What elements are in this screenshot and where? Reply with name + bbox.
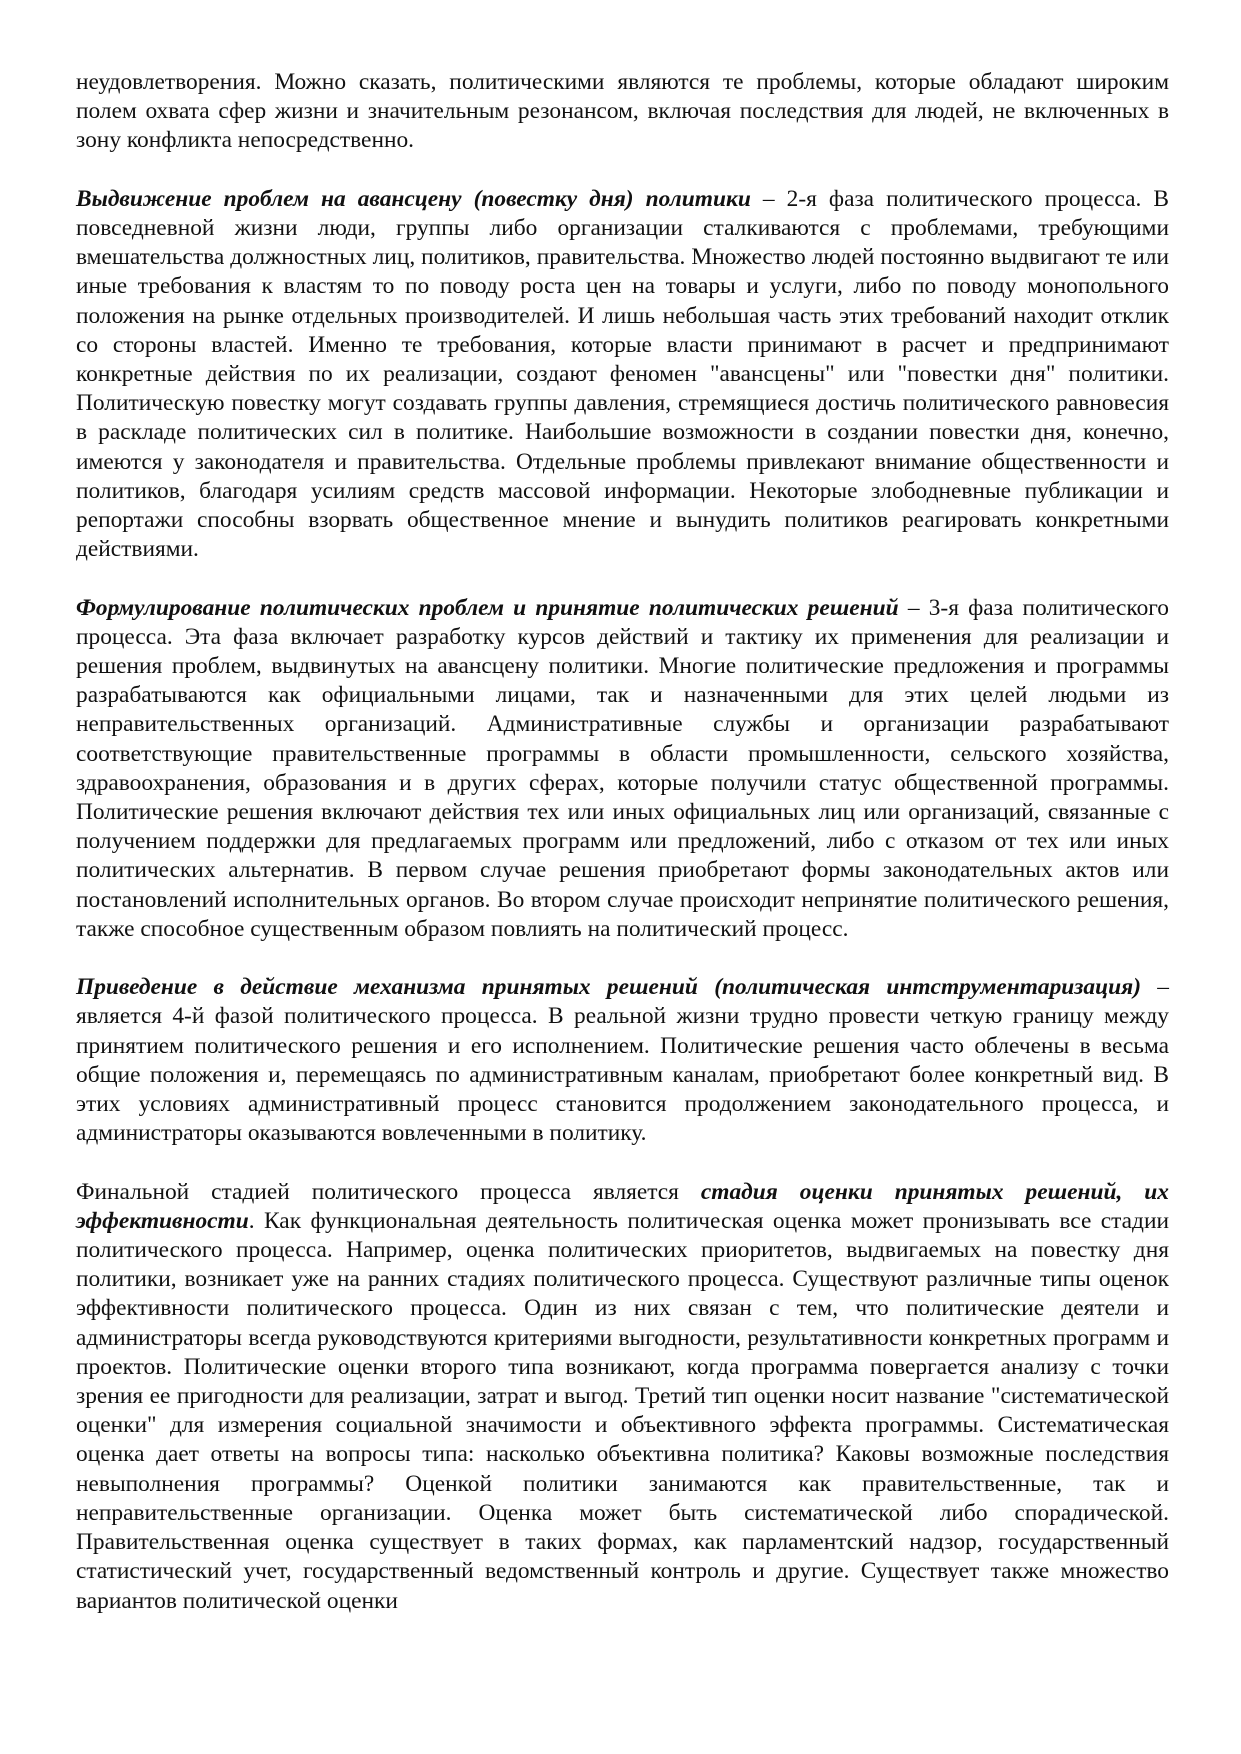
paragraph-phase-2 [76,185,1169,565]
paragraph-phase-4 [76,973,1169,1148]
paragraph-text: неудовлетворения. Можно сказать, политическими являются те проблемы, которые обладают широким полем охвата сфер жизни и значительным резонансом, включая последствия для людей, не включенных в зону конфликта непосредственно. [76,69,1169,154]
paragraph-term: Формулирование политических проблем и принятие политических решений [76,594,899,621]
paragraph-text: – 3-я фаза политического процесса. Эта фаза включает разработку курсов действий и тактику их применения для реализации и решения проблем, выдвинутых на авансцену политики. Многие политические предложения и программы разрабатываются как официальными лицами, так и назначенными для этих целей людьми из неправительственных организаций. Административные службы и организации разрабатывают соответствующие правительственные программы в области промышленности, сельского хозяйства, здравоохранения, образования и в других сферах, которые получили статус общественной программы. Политические решения включают действия тех или иных официальных лиц или организаций, связанные с получением поддержки для предлагаемых программ или предложений, либо с отказом от тех или иных политических альтернатив. В первом случае решения приобретают формы законодательных актов или постановлений исполнительных органов. Во втором случае происходит непринятие политического решения, также способное существенным образом повлиять на политический процесс. [76,594,1170,942]
paragraph-final-stage [76,1178,1169,1616]
paragraph-text: – 2-я фаза политического процесса. В повседневной жизни люди, группы либо организации сталкиваются с проблемами, требующими вмешательства должностных лиц, политиков, правительства. Множество людей постоянно выдвигают те или иные требования к властям то по поводу роста цен на товары и услуги, либо по поводу монопольного положения на рынке отдельных производителей. И лишь небольшая часть этих требований находит отклик со стороны властей. Именно те требования, которые власти принимают в расчет и предпринимают конкретные действия по их реализации, создают феномен "авансцены" или "повестки дня" политики. Политическую повестку могут создавать группы давления, стремящиеся достичь политического равновесия в раскладе политических сил в политике. Наибольшие возможности в создании повестки дня, конечно, имеются у законодателя и правительства. Отдельные проблемы привлекают внимание общественности и политиков, благодаря усилиям средств массовой информации. Некоторые злободневные публикации и репортажи способны взорвать общественное мнение и вынудить политиков реагировать конкретными действиями. [76,185,1169,563]
paragraph-phase-3 [76,594,1169,944]
paragraph-text: – является 4-й фазой политического процесса. В реальной жизни трудно провести четкую границу между принятием политического решения и его исполнением. Политические решения часто облечены в весьма общие положения и, перемещаясь по административным каналам, приобретают более конкретный вид. В этих условиях административный процесс становится продолжением законодательного процесса, и администраторы оказываются вовлеченными в политику. [76,974,1170,1147]
paragraph-term: стадия оценки принятых решений, их эффективности [76,1178,1169,1234]
paragraph-term: Приведение в действие механизма принятых решений (политическая интструментаризация) [76,974,1141,1001]
paragraph-intro: Финальной стадией политического процесса является [76,1178,701,1205]
paragraph-term: Выдвижение проблем на авансцену (повестку дня) политики [76,185,751,212]
paragraph-continuation [76,68,1169,156]
paragraph-text: . Как функциональная деятельность политическая оценка может пронизывать все стадии политического процесса. Например, оценка политических приоритетов, выдвигаемых на повестку дня политики, возникает уже на ранних стадиях политического процесса. Существуют различные типы оценок эффективности политического процесса. Один из них связан с тем, что политические деятели и администраторы всегда руководствуются критериями выгодности, результативности конкретных программ и проектов. Политические оценки второго типа возникают, когда программа повергается анализу с точки зрения ее пригодности для реализации, затрат и выгод. Третий тип оценки носит название "систематической оценки" для измерения социальной значимости и объективного эффекта программы. Систематическая оценка дает ответы на вопросы типа: насколько объективна политика? Каковы возможные последствия невыполнения программы? Оценкой политики занимаются как правительственные, так и неправительственные организации. Оценка может быть систематической либо спорадической. Правительственная оценка существует в таких формах, как парламентский надзор, государственный статистический учет, государственный ведомственный контроль и другие. Существует также множество вариантов политической оценки [76,1207,1169,1614]
document-page [76,68,1169,1616]
